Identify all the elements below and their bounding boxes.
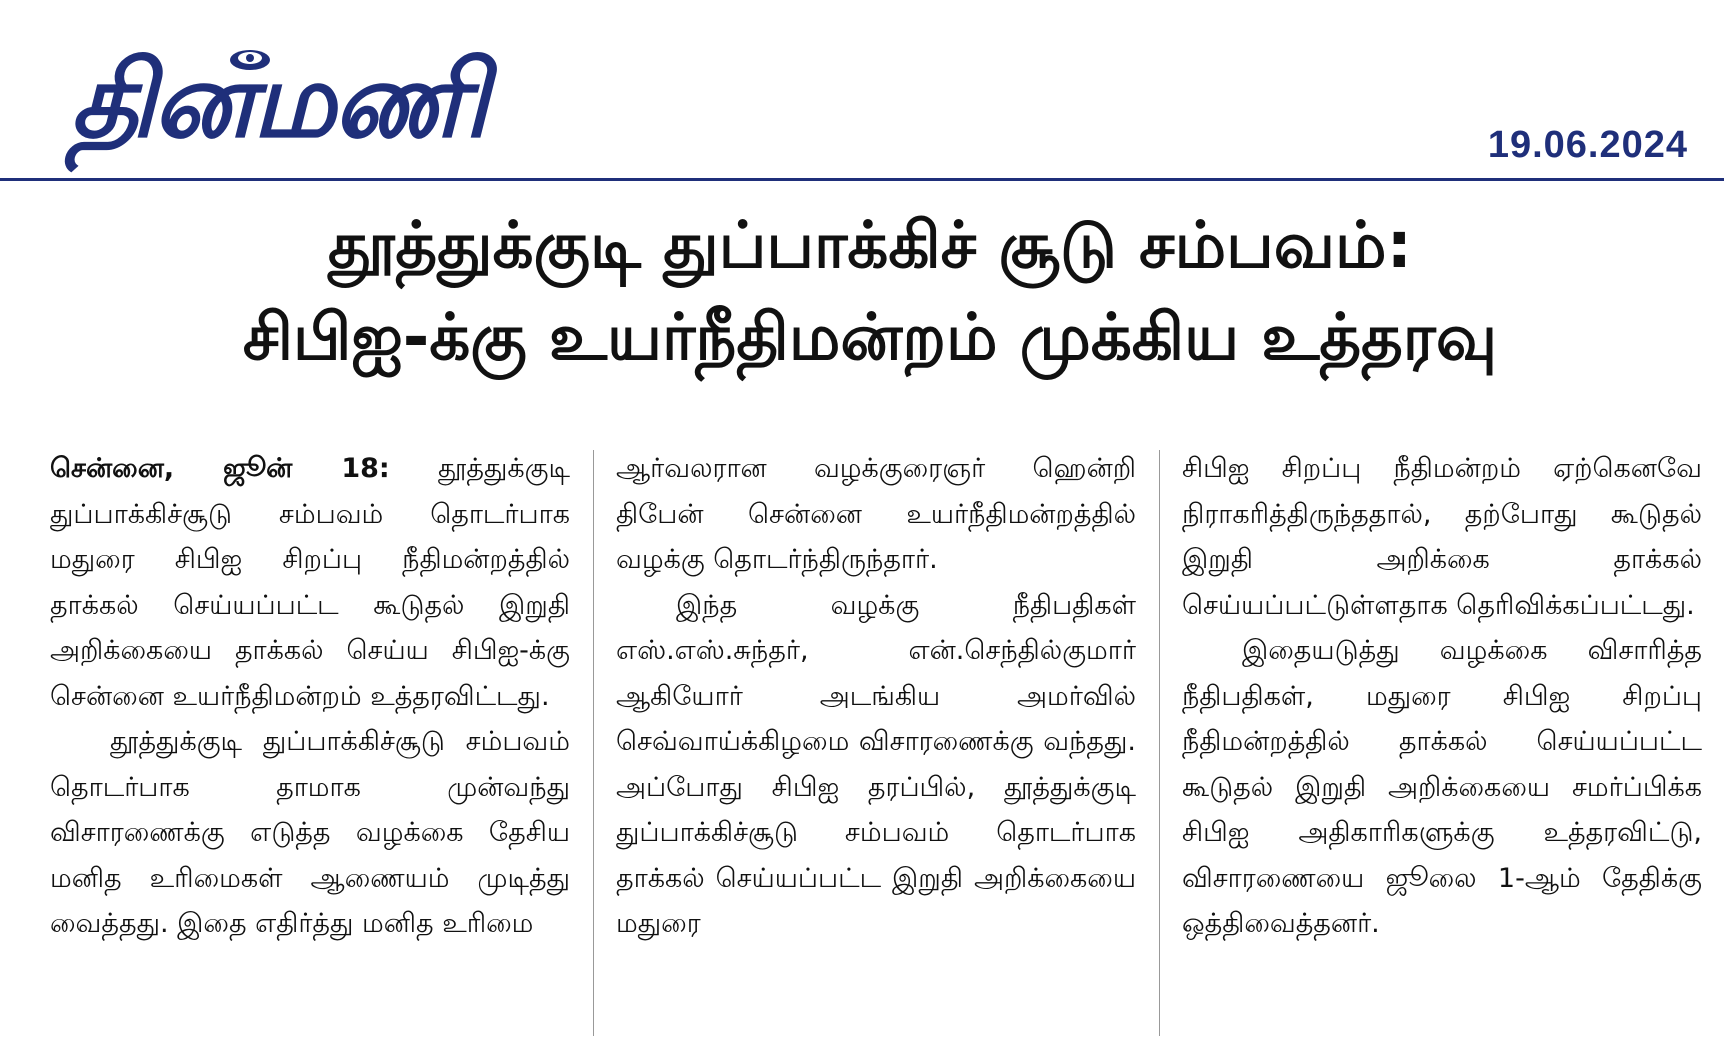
article-body — [50, 446, 1702, 1046]
article-column-1 — [50, 446, 570, 1036]
paragraph-1-text: தூத்துக்குடி துப்பாக்கிச்சூடு சம்பவம் தொடர்பாக மதுரை சிபிஐ சிறப்பு நீதிமன்றத்தில் தாக்கல் செய்யப்பட்ட கூடுதல் இறுதி அறிக்கையை தாக்கல் செய்ய சிபிஐ-க்கு சென்னை உயர்நீதிமன்றம் உத்தரவிட்டது. — [50, 453, 570, 712]
paragraph-4: இதையடுத்து வழக்கை விசாரித்த நீதிபதிகள், மதுரை சிபிஐ சிறப்பு நீதிமன்றத்தில் தாக்கல் செய்யப்பட்ட கூடுதல் இறுதி அறிக்கையை சமர்ப்பிக்க சிபிஐ அதிகாரிகளுக்கு உத்தரவிட்டு, விசாரணையை ஜூலை 1-ஆம் தேதிக்கு ஒத்திவைத்தனர். — [1182, 635, 1702, 939]
newspaper-logo: தினமணி — [70, 39, 487, 161]
headline-line-1: தூத்துக்குடி துப்பாக்கிச் சூடு சம்பவம்: — [327, 209, 1413, 283]
paragraph-2-continued: ஆர்வலரான வழக்குரைஞர் ஹென்றி திபேன் சென்னை உயர்நீதிமன்றத்தில் வழக்கு தொடர்ந்திருந்தார். — [616, 453, 1136, 575]
masthead — [0, 0, 1724, 180]
article-headline — [40, 200, 1700, 384]
publication-date: 19.06.2024 — [1487, 124, 1688, 166]
dateline: சென்னை, ஜூன் 18: — [50, 453, 390, 484]
headline-line-2: சிபிஐ-க்கு உயர்நீதிமன்றம் முக்கிய உத்தரவு — [242, 301, 1498, 375]
column-divider — [1159, 450, 1160, 1036]
article-column-2 — [616, 446, 1136, 1036]
paragraph-1 — [50, 446, 570, 719]
masthead-rule — [0, 178, 1724, 181]
paragraph-3-continued: சிபிஐ சிறப்பு நீதிமன்றம் ஏற்கெனவே நிராகரித்திருந்ததால், தற்போது கூடுதல் இறுதி அறிக்கை தாக்கல் செய்யப்பட்டுள்ளதாக தெரிவிக்கப்பட்டது. — [1182, 453, 1702, 621]
column-divider — [593, 450, 594, 1036]
article-column-3 — [1182, 446, 1702, 1036]
paragraph-3: இந்த வழக்கு நீதிபதிகள் எஸ்.எஸ்.சுந்தர், என்.செந்தில்குமார் ஆகியோர் அடங்கிய அமர்வில் செவ்வாய்க்கிழமை விசாரணைக்கு வந்தது. அப்போது சிபிஐ தரப்பில், தூத்துக்குடி துப்பாக்கிச்சூடு சம்பவம் தொடர்பாக தாக்கல் செய்யப்பட்ட இறுதி அறிக்கையை மதுரை — [616, 589, 1136, 939]
paragraph-2: தூத்துக்குடி துப்பாக்கிச்சூடு சம்பவம் தொடர்பாக தாமாக முன்வந்து விசாரணைக்கு எடுத்த வழக்கை தேசிய மனித உரிமைகள் ஆணையம் முடித்து வைத்தது. இதை எதிர்த்து மனித உரிமை — [50, 726, 570, 939]
